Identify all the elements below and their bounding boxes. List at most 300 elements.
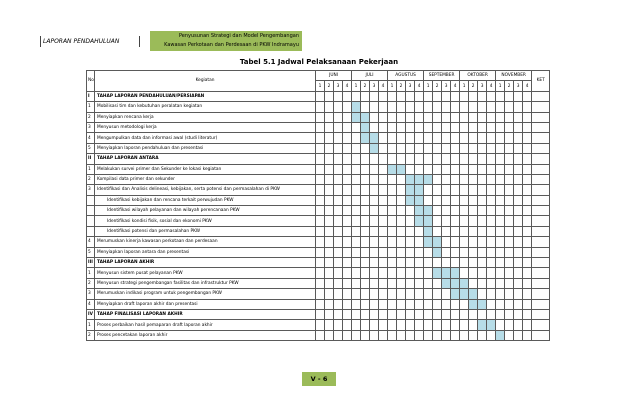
gantt-empty-cell <box>478 206 487 216</box>
week-header: 4 <box>343 81 352 91</box>
gantt-empty-cell <box>361 185 370 195</box>
gantt-empty-cell <box>316 258 325 268</box>
gantt-bar-cell <box>352 112 361 122</box>
week-header: 1 <box>352 81 361 91</box>
gantt-empty-cell <box>325 309 334 319</box>
gantt-empty-cell <box>325 112 334 122</box>
gantt-empty-cell <box>451 309 460 319</box>
gantt-empty-cell <box>460 330 469 340</box>
activity-row <box>87 185 550 195</box>
gantt-empty-cell <box>316 164 325 174</box>
gantt-empty-cell <box>379 91 388 101</box>
gantt-empty-cell <box>388 247 397 257</box>
gantt-empty-cell <box>415 122 424 132</box>
gantt-empty-cell <box>460 195 469 205</box>
gantt-bar-cell <box>397 164 406 174</box>
gantt-empty-cell <box>406 122 415 132</box>
gantt-bar-cell <box>415 206 424 216</box>
gantt-empty-cell <box>352 320 361 330</box>
gantt-bar-cell <box>370 133 379 143</box>
gantt-empty-cell <box>316 309 325 319</box>
gantt-empty-cell <box>523 174 532 184</box>
gantt-empty-cell <box>505 102 514 112</box>
gantt-empty-cell <box>460 164 469 174</box>
gantt-empty-cell <box>424 247 433 257</box>
gantt-empty-cell <box>406 226 415 236</box>
gantt-empty-cell <box>325 154 334 164</box>
header-row-months <box>87 71 550 81</box>
gantt-empty-cell <box>325 289 334 299</box>
gantt-empty-cell <box>406 143 415 153</box>
gantt-empty-cell <box>343 330 352 340</box>
row-number <box>87 226 95 236</box>
ket-cell <box>532 226 550 236</box>
gantt-empty-cell <box>316 122 325 132</box>
gantt-empty-cell <box>361 258 370 268</box>
gantt-empty-cell <box>406 289 415 299</box>
gantt-empty-cell <box>496 226 505 236</box>
gantt-empty-cell <box>451 247 460 257</box>
gantt-empty-cell <box>343 320 352 330</box>
activity-row <box>87 289 550 299</box>
column-header-kegiatan: Kegiatan <box>95 71 316 92</box>
gantt-empty-cell <box>343 122 352 132</box>
activity-row <box>87 320 550 330</box>
gantt-empty-cell <box>514 237 523 247</box>
week-header: 3 <box>478 81 487 91</box>
gantt-bar-cell <box>460 289 469 299</box>
gantt-empty-cell <box>442 102 451 112</box>
gantt-empty-cell <box>397 143 406 153</box>
gantt-empty-cell <box>397 195 406 205</box>
gantt-empty-cell <box>379 299 388 309</box>
gantt-empty-cell <box>505 299 514 309</box>
gantt-empty-cell <box>352 195 361 205</box>
gantt-empty-cell <box>370 164 379 174</box>
gantt-empty-cell <box>442 174 451 184</box>
gantt-empty-cell <box>352 278 361 288</box>
activity-label: Menyiapkan draft laporan akhir dan presentasi <box>95 299 316 309</box>
gantt-empty-cell <box>370 174 379 184</box>
gantt-empty-cell <box>370 122 379 132</box>
gantt-empty-cell <box>514 143 523 153</box>
gantt-empty-cell <box>325 91 334 101</box>
gantt-empty-cell <box>469 122 478 132</box>
gantt-empty-cell <box>523 247 532 257</box>
gantt-empty-cell <box>397 216 406 226</box>
gantt-empty-cell <box>388 174 397 184</box>
gantt-empty-cell <box>442 91 451 101</box>
gantt-empty-cell <box>316 195 325 205</box>
gantt-empty-cell <box>361 102 370 112</box>
gantt-empty-cell <box>433 164 442 174</box>
gantt-empty-cell <box>451 174 460 184</box>
ket-cell <box>532 143 550 153</box>
gantt-empty-cell <box>451 216 460 226</box>
sub-activity-row <box>87 195 550 205</box>
gantt-empty-cell <box>442 289 451 299</box>
gantt-empty-cell <box>514 154 523 164</box>
gantt-empty-cell <box>334 226 343 236</box>
gantt-empty-cell <box>469 185 478 195</box>
gantt-empty-cell <box>433 122 442 132</box>
gantt-empty-cell <box>451 330 460 340</box>
week-header: 1 <box>388 81 397 91</box>
gantt-empty-cell <box>496 122 505 132</box>
gantt-empty-cell <box>523 299 532 309</box>
gantt-empty-cell <box>478 226 487 236</box>
document-title-banner <box>150 31 302 51</box>
gantt-empty-cell <box>505 122 514 132</box>
gantt-empty-cell <box>424 143 433 153</box>
gantt-empty-cell <box>352 154 361 164</box>
gantt-empty-cell <box>361 289 370 299</box>
gantt-empty-cell <box>424 309 433 319</box>
gantt-empty-cell <box>352 258 361 268</box>
gantt-empty-cell <box>397 122 406 132</box>
gantt-empty-cell <box>334 112 343 122</box>
activity-row <box>87 299 550 309</box>
gantt-empty-cell <box>451 112 460 122</box>
row-number: 4 <box>87 237 95 247</box>
gantt-empty-cell <box>514 174 523 184</box>
gantt-empty-cell <box>415 289 424 299</box>
gantt-empty-cell <box>478 122 487 132</box>
gantt-empty-cell <box>361 320 370 330</box>
row-number: 1 <box>87 102 95 112</box>
gantt-empty-cell <box>424 258 433 268</box>
gantt-empty-cell <box>487 102 496 112</box>
gantt-empty-cell <box>406 268 415 278</box>
gantt-bar-cell <box>415 216 424 226</box>
gantt-empty-cell <box>370 185 379 195</box>
activity-label: Mengumpulkan data dan informasi awal (studi literatur) <box>95 133 316 143</box>
row-number: 4 <box>87 299 95 309</box>
gantt-empty-cell <box>343 195 352 205</box>
gantt-empty-cell <box>352 206 361 216</box>
gantt-empty-cell <box>424 330 433 340</box>
gantt-empty-cell <box>478 112 487 122</box>
gantt-empty-cell <box>388 216 397 226</box>
gantt-empty-cell <box>325 143 334 153</box>
gantt-empty-cell <box>433 330 442 340</box>
gantt-empty-cell <box>442 133 451 143</box>
gantt-empty-cell <box>388 185 397 195</box>
gantt-empty-cell <box>388 91 397 101</box>
gantt-empty-cell <box>334 195 343 205</box>
gantt-empty-cell <box>424 299 433 309</box>
gantt-empty-cell <box>388 154 397 164</box>
gantt-empty-cell <box>352 330 361 340</box>
gantt-bar-cell <box>424 226 433 236</box>
week-header: 4 <box>523 81 532 91</box>
gantt-empty-cell <box>343 289 352 299</box>
gantt-empty-cell <box>496 309 505 319</box>
activity-label: Identifikasi potensi dan permasalahan PKW <box>95 226 316 236</box>
gantt-empty-cell <box>406 330 415 340</box>
gantt-empty-cell <box>433 216 442 226</box>
row-number: 2 <box>87 112 95 122</box>
gantt-empty-cell <box>343 133 352 143</box>
gantt-empty-cell <box>334 247 343 257</box>
gantt-empty-cell <box>514 309 523 319</box>
activity-label: Identifikasi wilayah pelayanan dan wilayah perencanaan PKW <box>95 206 316 216</box>
activity-label: Proses perbaikan hasil pemaparan draft laporan akhir <box>95 320 316 330</box>
gantt-empty-cell <box>433 195 442 205</box>
gantt-empty-cell <box>451 122 460 132</box>
gantt-empty-cell <box>352 91 361 101</box>
gantt-bar-cell <box>433 237 442 247</box>
activity-label: Kompilasi data primer dan sekunder <box>95 174 316 184</box>
gantt-empty-cell <box>442 299 451 309</box>
gantt-empty-cell <box>361 143 370 153</box>
gantt-empty-cell <box>415 112 424 122</box>
gantt-empty-cell <box>334 299 343 309</box>
gantt-empty-cell <box>505 320 514 330</box>
gantt-empty-cell <box>379 143 388 153</box>
gantt-empty-cell <box>415 226 424 236</box>
gantt-empty-cell <box>523 320 532 330</box>
gantt-empty-cell <box>442 237 451 247</box>
gantt-empty-cell <box>460 320 469 330</box>
gantt-empty-cell <box>397 133 406 143</box>
gantt-empty-cell <box>370 91 379 101</box>
gantt-empty-cell <box>442 154 451 164</box>
gantt-empty-cell <box>343 91 352 101</box>
gantt-empty-cell <box>478 216 487 226</box>
gantt-empty-cell <box>343 102 352 112</box>
gantt-empty-cell <box>487 226 496 236</box>
gantt-empty-cell <box>514 299 523 309</box>
gantt-empty-cell <box>361 195 370 205</box>
gantt-empty-cell <box>406 164 415 174</box>
gantt-empty-cell <box>433 289 442 299</box>
gantt-empty-cell <box>442 164 451 174</box>
gantt-empty-cell <box>352 289 361 299</box>
gantt-empty-cell <box>514 91 523 101</box>
gantt-empty-cell <box>406 278 415 288</box>
gantt-bar-cell <box>415 185 424 195</box>
gantt-empty-cell <box>496 289 505 299</box>
gantt-empty-cell <box>442 226 451 236</box>
row-number: 2 <box>87 174 95 184</box>
gantt-empty-cell <box>487 268 496 278</box>
gantt-empty-cell <box>388 206 397 216</box>
gantt-empty-cell <box>343 258 352 268</box>
gantt-empty-cell <box>316 247 325 257</box>
gantt-empty-cell <box>460 154 469 164</box>
gantt-empty-cell <box>496 154 505 164</box>
gantt-empty-cell <box>451 206 460 216</box>
gantt-empty-cell <box>523 102 532 112</box>
gantt-empty-cell <box>460 268 469 278</box>
gantt-empty-cell <box>487 216 496 226</box>
gantt-empty-cell <box>424 289 433 299</box>
gantt-empty-cell <box>523 91 532 101</box>
week-header: 2 <box>325 81 334 91</box>
gantt-empty-cell <box>451 91 460 101</box>
gantt-empty-cell <box>496 102 505 112</box>
gantt-empty-cell <box>523 154 532 164</box>
gantt-empty-cell <box>379 247 388 257</box>
gantt-empty-cell <box>343 112 352 122</box>
gantt-empty-cell <box>316 91 325 101</box>
activity-row <box>87 122 550 132</box>
gantt-empty-cell <box>487 247 496 257</box>
gantt-bar-cell <box>442 268 451 278</box>
activity-label: Proses pencetakan laporan akhir <box>95 330 316 340</box>
gantt-empty-cell <box>505 278 514 288</box>
gantt-empty-cell <box>316 133 325 143</box>
ket-cell <box>532 330 550 340</box>
gantt-empty-cell <box>514 216 523 226</box>
gantt-empty-cell <box>505 289 514 299</box>
activity-row <box>87 164 550 174</box>
month-header: JUNI <box>316 71 352 81</box>
gantt-empty-cell <box>316 112 325 122</box>
gantt-bar-cell <box>361 112 370 122</box>
ket-cell <box>532 206 550 216</box>
gantt-empty-cell <box>505 133 514 143</box>
week-header: 3 <box>514 81 523 91</box>
week-header: 1 <box>460 81 469 91</box>
gantt-empty-cell <box>496 112 505 122</box>
gantt-empty-cell <box>397 309 406 319</box>
gantt-empty-cell <box>334 216 343 226</box>
gantt-empty-cell <box>388 258 397 268</box>
activity-label: Mobilisasi tim dan kebutuhan peralatan kegiatan <box>95 102 316 112</box>
gantt-empty-cell <box>451 299 460 309</box>
gantt-empty-cell <box>379 195 388 205</box>
ket-cell <box>532 216 550 226</box>
gantt-bar-cell <box>406 195 415 205</box>
gantt-empty-cell <box>334 122 343 132</box>
gantt-empty-cell <box>505 247 514 257</box>
gantt-bar-cell <box>478 320 487 330</box>
gantt-empty-cell <box>487 299 496 309</box>
gantt-empty-cell <box>460 258 469 268</box>
activity-label: Menyusun strategi pengembangan fasilitas dan infrastruktur PKW <box>95 278 316 288</box>
gantt-empty-cell <box>316 154 325 164</box>
month-header: OKTOBER <box>460 71 496 81</box>
gantt-empty-cell <box>496 185 505 195</box>
gantt-empty-cell <box>343 206 352 216</box>
gantt-empty-cell <box>514 133 523 143</box>
week-header: 2 <box>361 81 370 91</box>
gantt-empty-cell <box>343 247 352 257</box>
gantt-empty-cell <box>334 185 343 195</box>
gantt-empty-cell <box>388 268 397 278</box>
gantt-empty-cell <box>406 237 415 247</box>
week-header: 4 <box>415 81 424 91</box>
gantt-empty-cell <box>433 185 442 195</box>
gantt-empty-cell <box>397 112 406 122</box>
gantt-empty-cell <box>415 237 424 247</box>
week-header: 2 <box>469 81 478 91</box>
gantt-empty-cell <box>316 206 325 216</box>
gantt-empty-cell <box>442 330 451 340</box>
activity-label: Menyusun metodologi kerja <box>95 122 316 132</box>
gantt-empty-cell <box>523 164 532 174</box>
gantt-empty-cell <box>415 102 424 112</box>
gantt-empty-cell <box>523 309 532 319</box>
gantt-empty-cell <box>352 309 361 319</box>
gantt-empty-cell <box>352 226 361 236</box>
row-number: 5 <box>87 247 95 257</box>
gantt-empty-cell <box>343 216 352 226</box>
gantt-empty-cell <box>496 133 505 143</box>
gantt-bar-cell <box>433 247 442 257</box>
gantt-empty-cell <box>334 330 343 340</box>
gantt-empty-cell <box>352 174 361 184</box>
gantt-empty-cell <box>370 299 379 309</box>
gantt-empty-cell <box>433 102 442 112</box>
gantt-empty-cell <box>334 164 343 174</box>
activity-label: Menyusun sistem pusat pelayanan PKW <box>95 268 316 278</box>
gantt-empty-cell <box>478 91 487 101</box>
gantt-empty-cell <box>343 154 352 164</box>
gantt-empty-cell <box>451 154 460 164</box>
month-header: NOVEMBER <box>496 71 532 81</box>
gantt-empty-cell <box>478 133 487 143</box>
gantt-empty-cell <box>406 112 415 122</box>
gantt-empty-cell <box>424 102 433 112</box>
gantt-empty-cell <box>334 268 343 278</box>
gantt-empty-cell <box>460 143 469 153</box>
activity-label: TAHAP FINALISASI LAPORAN AKHIR <box>95 309 316 319</box>
gantt-empty-cell <box>370 320 379 330</box>
gantt-empty-cell <box>523 226 532 236</box>
gantt-empty-cell <box>379 164 388 174</box>
gantt-empty-cell <box>505 112 514 122</box>
gantt-empty-cell <box>388 133 397 143</box>
gantt-empty-cell <box>460 247 469 257</box>
activity-label: Merumuskan kinerja kawasan perkotaan dan perdesaan <box>95 237 316 247</box>
gantt-empty-cell <box>433 91 442 101</box>
gantt-empty-cell <box>370 216 379 226</box>
gantt-empty-cell <box>352 164 361 174</box>
gantt-empty-cell <box>424 122 433 132</box>
gantt-empty-cell <box>487 278 496 288</box>
gantt-empty-cell <box>325 278 334 288</box>
gantt-empty-cell <box>325 268 334 278</box>
gantt-empty-cell <box>316 102 325 112</box>
gantt-empty-cell <box>523 216 532 226</box>
gantt-empty-cell <box>361 226 370 236</box>
gantt-empty-cell <box>361 206 370 216</box>
gantt-empty-cell <box>415 299 424 309</box>
gantt-empty-cell <box>505 216 514 226</box>
gantt-empty-cell <box>514 122 523 132</box>
gantt-empty-cell <box>433 309 442 319</box>
gantt-empty-cell <box>523 237 532 247</box>
gantt-empty-cell <box>379 206 388 216</box>
gantt-empty-cell <box>469 237 478 247</box>
gantt-empty-cell <box>487 154 496 164</box>
gantt-empty-cell <box>325 195 334 205</box>
gantt-empty-cell <box>478 309 487 319</box>
activity-row <box>87 237 550 247</box>
gantt-empty-cell <box>316 216 325 226</box>
gantt-empty-cell <box>424 320 433 330</box>
gantt-empty-cell <box>406 133 415 143</box>
gantt-bar-cell <box>487 320 496 330</box>
row-number: 3 <box>87 289 95 299</box>
gantt-empty-cell <box>379 216 388 226</box>
gantt-empty-cell <box>496 91 505 101</box>
gantt-empty-cell <box>469 226 478 236</box>
gantt-empty-cell <box>478 185 487 195</box>
